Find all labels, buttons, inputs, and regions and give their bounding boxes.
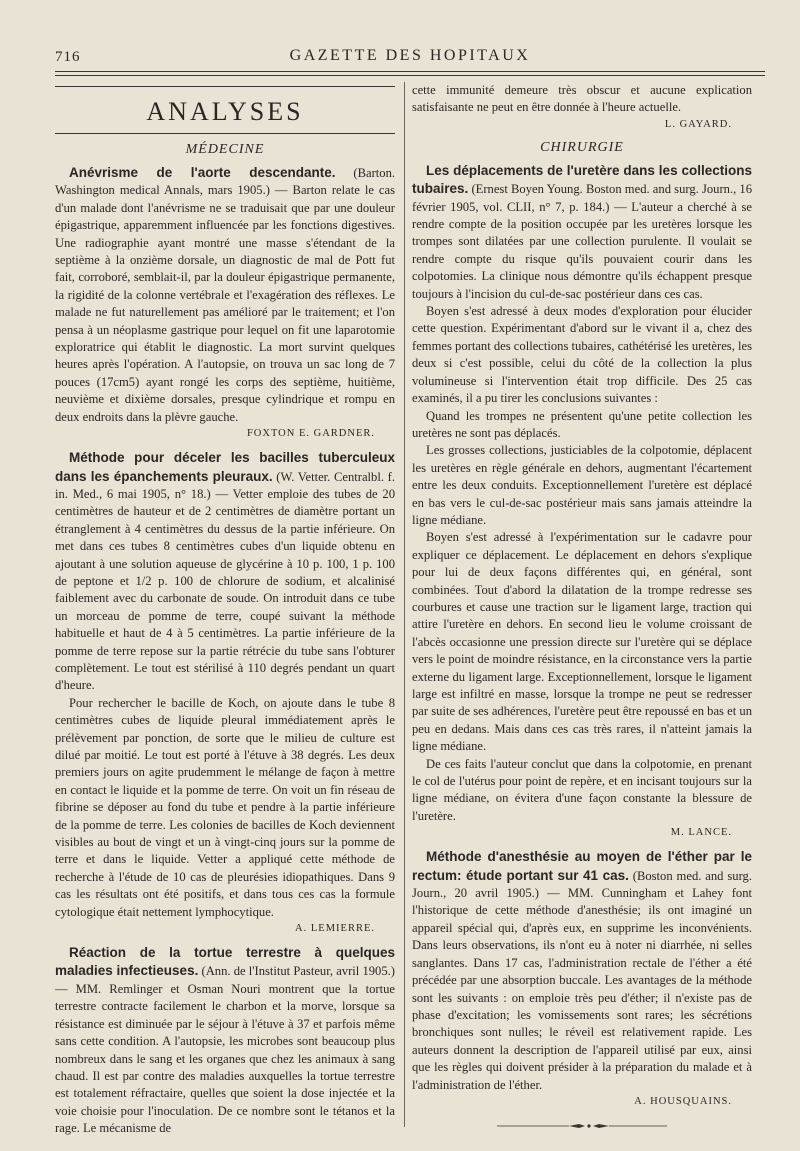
heading-rule-bottom (55, 133, 395, 134)
article-text: (Ann. de l'Institut Pasteur, avril 1905.) — MM. Remlinger et Osman Nouri montrent que la tortue terrestre contracte facilement le charbon et la morve, lorsque sa résistance est diminuée par le séjour à l'étuve à 37 et parfois même sans cette condition. A l'autopsie, les microbes sont beaucoup plus nombreux dans le sang et les organes que chez les animaux à sang chaud. Il est par contre des maladies auxquelles la tortue terrestre est totalement réfractaire, quelles que soient la dose injectée et la voie choisie pour l'inoculation. De ce nombre sont le tétanos et la rage. Le mécanisme de (55, 964, 395, 1136)
header-rule (55, 71, 765, 72)
article-signature: A. LEMIERRE. (295, 923, 375, 935)
article-paragraph: Les grosses collections, justiciables de la colpotomie, déplacent les uretères en règle générale en dehors, augmentant l'écartement entre les deux conduits. Exceptionnellement l'uretère est déplacé en bas vers le cul-de-sac postérieur mais sans jamais atteindre la ligne médiane. (412, 443, 752, 527)
section-heading: ANALYSES (146, 97, 304, 126)
article-signature: L. GAYARD. (664, 118, 732, 130)
article-paragraph: Boyen s'est adressé à l'expérimentation sur le cadavre pour expliquer ce déplacement. Le déplacement en dehors s'explique pour lui de deux façons différentes qui, en général, sont combinées. Tout d'abord la dilatation de la trompe redresse ses courbures et cause une traction sur le ligament large, traction qui attire l'uretère en dehors. En second lieu le volume croissant de l'abcès occasionne une pression directe sur l'uretère qui se déplace vers le point de moindre résistance, en la circonstance vers la partie externe du ligament large. Exceptionnellement, lorsque le ligament large est infiltré en masse, lorsque la trompe ne peut se redresser par suite de ses adhérences, l'uretère peut être repoussé en bas et un peu en dedans. Mais dans ces cas très rares, il n'atteint jamais la ligne médiane. (412, 530, 752, 754)
left-column (55, 82, 395, 1138)
article-title: Anévrisme de l'aorte descendante. (69, 165, 336, 180)
article-text: (Barton. Washington medical Annals, mars 1905.) — Barton relate le cas d'un malade dont l'anévrisme ne se traduisait que par une douleur épigastrique, apparemment influencée par les fonctions digestives. Une radiographie ayant montré une masse s'étendant de la septième à la onzième dorsale, un diagnostic de mal de Pott fut fait, corroboré, semblait-il, par la douleur épigastrique permanente, la rigidité de la colonne vertébrale et l'exagération des réflexes. Le malade ne fut naturellement pas amélioré par le traitement; et l'on pensa à un néoplasme gastrique pour lequel on fit une laparotomie exploratrice qui établit le diagnostic. La mort survint quelques heures après l'opération. A l'autopsie, on trouva un sac long de 7 pouces (17cm5) ayant rongé les corps des septième, huitième, neuvième et dixième dorsales, presque cylindrique et rompu en deux endroits dans la plèvre gauche. (55, 166, 396, 424)
article-title: Réaction de la tortue terrestre à quelques maladies infectieuses. (55, 945, 395, 979)
article-ether (412, 848, 752, 1094)
article-tortoise (55, 944, 395, 1137)
end-ornament (412, 1117, 752, 1135)
header-rule-thin (55, 75, 765, 76)
article-tuberculosis (55, 449, 395, 695)
article-signature: A. HOUSQUAINS. (634, 1095, 732, 1107)
article-paragraph: Pour rechercher le bacille de Koch, on ajoute dans le tube 8 centimètres cubes de liquide pleural immédiatement après le prélèvement par ponction, de sorte que le milieu de culture est dilué par moitié. Le tout est porté à l'étuve à 38 degrés. Les deux premiers jours on agite prudemment le mélange de façon à mettre en contact le liquide et la pomme de terre. On voit un fin réseau de fibrine se déposer au fond du tube et pendre à la partie inférieure de la pomme de terre. Les colonies de bacilles de Koch deviennent visibles au bout de vingt et un à vingt-cinq jours sur la pomme de terre et dans le liquide. Vetter a appliqué cette méthode de recherche à l'étude de 10 cas de pleurésies idiopathiques. Dans 9 cas les résultats ont été positifs, et dans tous ces cas la formule cytologique était nettement lymphocytique. (55, 695, 395, 919)
article-signature: M. LANCE. (670, 827, 732, 839)
article-continuation: cette immunité demeure très obscur et aucune explication satisfaisante ne peut en être donnée à l'heure actuelle. (412, 83, 752, 115)
article-title: Les déplacements de l'uretère dans les collections tubaires. (412, 162, 752, 197)
article-text: (Ernest Boyen Young. Boston med. and surg. Journ., 16 février 1905, vol. CLII, n° 7, p. 184.) — L'auteur a cherché à se rendre compte de la position occupée par les uretères lorsque les trompes sont dilatées par une collection purulente. Il voulait se rendre compte du risque qu'ils pouvaient courir dans les colpotomies. La clinique nous démontre qu'ils échappent presque toujours à l'incision du cul-de-sac postérieur dans ces cas. (412, 182, 753, 301)
article-aneurysm (55, 164, 395, 426)
heading-rule-top (55, 86, 395, 87)
article-text: (W. Vetter. Centralbl. f. in. Med., 6 mai 1905, n° 18.) — Vetter emploie des tubes de 20 centimètres de hauteur et de 2 centimètres de diamètre portant un étranglement à 4 centimètres du dessus de la partie inférieure. On met dans ces tubes 8 centimètres cubes d'un liquide obtenu en ajoutant à une solution aqueuse de glycérine à 10 p. 100, 1 p. 100 de peptone et 1/2 p. 100 de chlorure de sodium, et alcalinisé faiblement avec du carbonate de soude. On introduit dans ce tube un morceau de pomme de terre, coupé suivant la méthode habituelle et haut de 4 à 5 centimètres. La partie inférieure de la pomme de terre repose sur la partie rétrécie du tube sans l'obturer complètement. Le tout est stérilisé à 110 degrés pendant un quart d'heure. (55, 469, 395, 693)
article-paragraph: De ces faits l'auteur conclut que dans la colpotomie, en prenant le col de l'utérus pour point de repère, et en incisant toujours sur la ligne médiane, on évitera d'une façon constante la blessure de l'uretère. (412, 756, 752, 823)
section-medecine: MÉDECINE (185, 142, 265, 157)
article-paragraph: Boyen s'est adressé à deux modes d'exploration pour élucider cette question. Expérimentant d'abord sur le vivant il a, chez des femmes portant des collections tubaires, cathétérisé les uretères, les deux si c'est possible, celui du côté de la collection la plus volumineuse si l'intervention était trop difficile. Des 25 cas examinés, il a pu tirer les conclusions suivantes : (412, 304, 752, 406)
ornament-rule-icon (497, 1122, 667, 1130)
section-chirurgie: CHIRURGIE (540, 139, 624, 155)
page-number: 716 (55, 49, 81, 65)
right-column (412, 82, 752, 1135)
journal-title: GAZETTE DES HOPITAUX (289, 47, 531, 64)
article-title: Méthode pour déceler les bacilles tuberculeux dans les épanchements pleuraux. (55, 450, 395, 484)
article-ureter (412, 162, 752, 303)
column-divider (404, 82, 405, 1127)
article-text: (Boston med. and surg. Journ., 20 avril 1905.) — MM. Cunningham et Lahey font l'historique de cette méthode d'anesthésie; ils ont imaginé un appareil spécial qui, d'après eux, en supprime les inconvénients. Dans leurs observations, ils n'ont eu à noter ni diarrhée, ni selles sanglantes. Dans 17 cas, l'administration rectale de l'éther a été précédée par une absorption buccale. Les avantages de la méthode sont les suivants : on emploie très peu d'éther; il n'existe pas de phase d'excitation; les vomissements sont rares; les sécrétions bronchiques sont nulles; le réveil est relativement rapide. Les auteurs donnent la description de l'appareil utilisé par eux, ainsi que les règles qui doivent présider à la préparation du malade et à l'administration de l'éther. (412, 868, 752, 1092)
article-signature: FOXTON E. GARDNER. (246, 428, 375, 440)
article-paragraph: Quand les trompes ne présentent qu'une petite collection les uretères ne sont pas déplacés. (412, 408, 752, 440)
article-title: Méthode d'anesthésie au moyen de l'éther par le rectum: étude portant sur 41 cas. (412, 849, 752, 883)
